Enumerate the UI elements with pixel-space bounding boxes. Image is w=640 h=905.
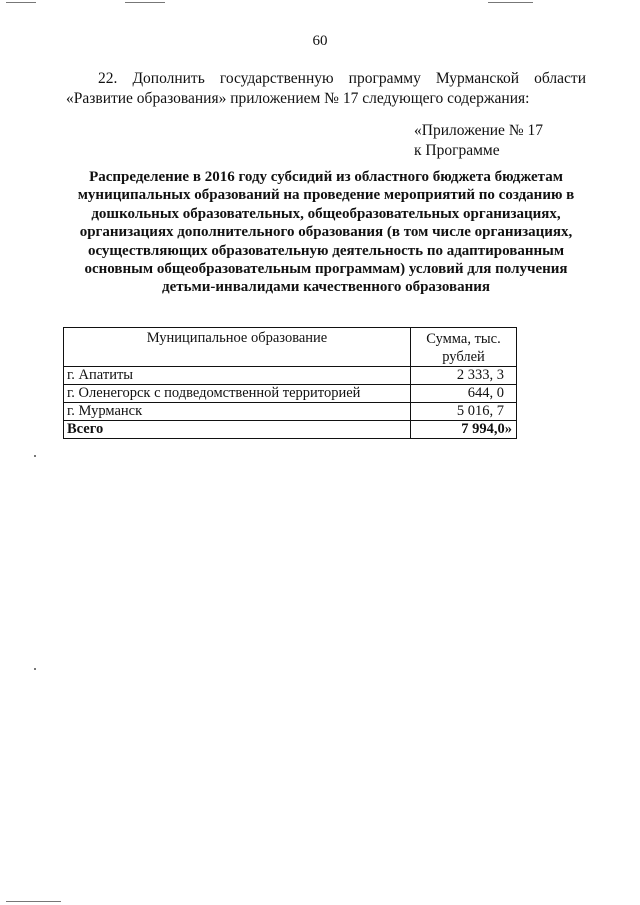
header-amount: Сумма, тыс. рублей <box>411 328 517 367</box>
subsidy-table <box>63 327 517 439</box>
cell-amount: 5 016, 7 <box>411 403 517 421</box>
paragraph-line: «Развитие образования» приложением № 17 следующего содержания: <box>66 90 530 107</box>
heading-line: основным общеобразовательным программам) условий для получения <box>84 261 568 278</box>
document-heading <box>56 168 596 297</box>
paragraph-line: 22. Дополнить государственную программу Мурманской области <box>98 70 586 87</box>
heading-line: муниципальных образований на проведение мероприятий по созданию в <box>77 187 575 204</box>
table-row <box>64 403 517 421</box>
heading-line: осуществляющих образовательную деятельность по адаптированным <box>87 242 565 259</box>
scan-mark <box>488 2 533 3</box>
cell-municipality: г. Апатиты <box>64 367 411 385</box>
table-row <box>64 385 517 403</box>
total-amount: 7 994,0» <box>411 421 517 439</box>
heading-line: организациях дополнительного образования (в том числе организациях, <box>79 224 573 241</box>
table-row <box>64 367 517 385</box>
scan-mark <box>125 2 165 3</box>
total-label: Всего <box>64 421 411 439</box>
cell-amount: 2 333, 3 <box>411 367 517 385</box>
cell-municipality: г. Оленегорск с подведомственной территорией <box>64 385 411 403</box>
scan-mark <box>34 455 36 457</box>
amendment-paragraph <box>66 69 586 109</box>
appendix-line: к Программе <box>414 142 500 159</box>
cell-amount: 644, 0 <box>411 385 517 403</box>
cell-municipality: г. Мурманск <box>64 403 411 421</box>
heading-line: Распределение в 2016 году субсидий из областного бюджета бюджетам <box>89 169 563 185</box>
header-municipality: Муниципальное образование <box>64 328 411 367</box>
scan-mark <box>34 668 36 670</box>
scan-mark <box>6 901 61 902</box>
table-total-row <box>64 421 517 439</box>
appendix-reference <box>414 121 543 161</box>
page-number: 60 <box>312 33 328 49</box>
scan-mark <box>6 2 36 3</box>
heading-line: дошкольных образовательных, общеобразовательных организациях, <box>91 205 561 222</box>
appendix-line: «Приложение № 17 <box>414 122 543 139</box>
table-header-row <box>64 328 517 367</box>
heading-line: детьми-инвалидами качественного образования <box>162 279 490 296</box>
